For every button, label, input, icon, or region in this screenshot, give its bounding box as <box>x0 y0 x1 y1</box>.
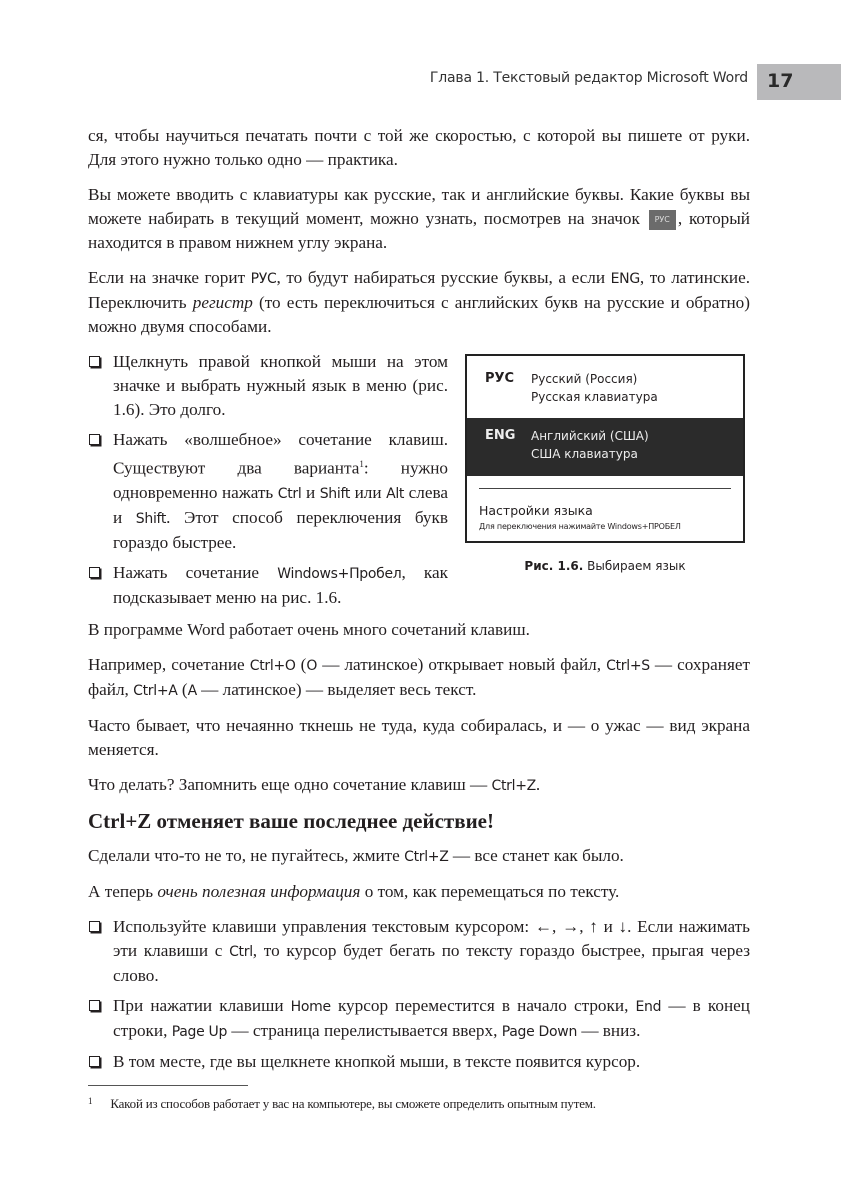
text: При нажатии клавиши <box>113 995 291 1015</box>
language-code: РУС <box>485 371 515 386</box>
language-code: ENG <box>485 428 516 443</box>
checkbox-bullet-icon <box>89 434 100 445</box>
footnote <box>88 1096 596 1112</box>
key-label: Ctrl <box>229 943 253 960</box>
text: — все станет как было. <box>448 845 624 865</box>
text: — страница перелистывается вверх, <box>227 1020 502 1040</box>
text: — сохраняет файл, <box>88 654 750 699</box>
section-heading: Ctrl+Z отменяет ваше последнее действие! <box>88 808 494 833</box>
text: Например, сочетание <box>88 654 250 674</box>
checkbox-bullet-icon <box>89 1000 100 1011</box>
key-label: Home <box>290 998 331 1015</box>
checkbox-bullet-icon <box>89 567 100 578</box>
running-head: Глава 1. Текстовый редактор Microsoft Word <box>429 70 748 86</box>
figure-caption-label: Рис. 1.6. <box>524 559 584 573</box>
text: — латинское) открывает новый файл, <box>317 654 607 674</box>
list-item <box>88 1050 750 1074</box>
text: , то латинские. Переключить <box>88 268 750 312</box>
text: ( <box>295 654 307 674</box>
key-label: O <box>306 657 318 674</box>
text: Нажать сочетание <box>113 562 278 582</box>
language-settings-title: Настройки языка <box>479 503 593 518</box>
list-item <box>88 561 448 610</box>
key-label: Page Up <box>171 1023 228 1040</box>
key-label: Ctrl+A <box>133 682 178 699</box>
footnote-text: Какой из способов работает у вас на компьютере, вы сможете определить опытным путем. <box>110 1096 596 1111</box>
key-label: Shift <box>135 510 167 527</box>
list-item <box>88 915 750 988</box>
keyboard-name: США клавиатура <box>531 447 638 461</box>
page-body <box>88 124 750 1082</box>
footnote-number: 1 <box>88 1096 93 1106</box>
key-label: A <box>187 682 197 699</box>
key-label: Ctrl+O <box>249 657 296 674</box>
page-number: 17 <box>767 70 794 92</box>
text: , как подсказывает меню на рис. 1.6. <box>113 562 449 607</box>
text: , то курсор будет бегать по тексту гораздо быстрее, прыгая через слово. <box>113 940 750 985</box>
checkbox-bullet-icon <box>89 356 100 367</box>
key-label: Windows+Пробел <box>277 565 402 582</box>
page-number-box <box>757 64 841 100</box>
text: . <box>535 774 541 794</box>
key-label: Alt <box>386 485 405 502</box>
language-name: Английский (США) <box>531 429 649 443</box>
key-label: Ctrl <box>277 485 302 502</box>
footnote-ref[interactable]: 1 <box>359 459 364 469</box>
checkbox-bullet-icon <box>89 921 100 932</box>
text: слева и <box>113 482 448 527</box>
key-label: Ctrl+S <box>606 657 650 674</box>
paragraph <box>88 773 750 798</box>
text: Нажать «волшебное» сочетание клавиш. Существуют два варианта <box>113 430 448 478</box>
text: Используйте клавиши управления текстовым курсором: ←, →, ↑ и ↓. Если нажимать эти клавиши с <box>113 916 750 960</box>
text: Что делать? Запомнить еще одно сочетание клавиш — <box>88 774 492 794</box>
text: Сделали что-то не то, не пугайтесь, жмите <box>88 845 405 865</box>
paragraph: ся, чтобы научиться печатать почти с той же скоростью, с которой вы пишете от руки. Для этого нужно только одно — практика. <box>88 126 750 169</box>
paragraph <box>88 880 750 904</box>
paragraph: Часто бывает, что нечаянно ткнешь не туда, куда собиралась, и — о ужас — вид экрана меняется. <box>88 715 750 759</box>
text: Вы можете вводить с клавиатуры как русские, так и английские буквы. Какие буквы вы можете набирать в текущий момент, можно узнать, посмотрев на значок <box>88 185 750 228</box>
text: (то есть переключиться с английских букв на русские и обратно) можно двумя способами. <box>88 293 750 336</box>
paragraph <box>88 653 750 703</box>
key-label: Shift <box>319 485 351 502</box>
paragraph: В программе Word работает очень много сочетаний клавиш. <box>88 619 530 639</box>
figure-caption-text: Выбираем язык <box>583 559 686 573</box>
footnote-rule <box>88 1085 248 1086</box>
paragraph <box>88 266 750 339</box>
text: Если на значке горит <box>88 268 251 287</box>
text: Щелкнуть правой кнопкой мыши на этом значке и выбрать нужный язык в меню (рис. 1.6). Это долго. <box>113 352 448 419</box>
keyboard-name: Русская клавиатура <box>531 390 658 404</box>
language-indicator-icon: РУС <box>649 210 676 230</box>
checkbox-bullet-icon <box>89 1056 100 1067</box>
text: и <box>301 482 320 502</box>
language-settings-hint: Для переключения нажимайте Windows+ПРОБЕЛ <box>479 522 681 531</box>
key-label: РУС <box>250 271 277 287</box>
key-label: End <box>635 998 662 1015</box>
text: — вниз. <box>577 1020 641 1040</box>
list-item <box>88 350 448 422</box>
language-name: Русский (Россия) <box>531 372 638 386</box>
key-label: Page Down <box>501 1023 578 1040</box>
text: , то будут набираться русские буквы, а если <box>276 268 611 287</box>
text: — в конец строки, <box>113 995 750 1040</box>
text: или <box>350 482 387 502</box>
navigation-tips-list <box>88 915 750 1074</box>
text: В том месте, где вы щелкнете кнопкой мыши, в тексте появится курсор. <box>113 1051 641 1071</box>
text: . Этот способ переключения букв гораздо быстрее. <box>113 507 448 552</box>
text: , который находится в правом нижнем углу экрана. <box>88 209 750 252</box>
key-label: ENG <box>610 271 640 287</box>
emphasis: очень полезная информация <box>157 881 361 901</box>
text: курсор переместится в начало строки, <box>330 995 636 1015</box>
text: — латинское) — выделяет весь текст. <box>196 679 477 699</box>
switch-methods-list <box>88 350 448 610</box>
paragraph <box>88 183 750 255</box>
paragraph <box>88 844 750 869</box>
text: о том, как перемещаться по тексту. <box>360 881 620 901</box>
text: : нужно одновременно нажать <box>113 458 448 502</box>
text: А теперь <box>88 881 158 901</box>
key-label: Ctrl+Z <box>491 777 536 794</box>
key-label: Ctrl+Z <box>404 848 449 865</box>
list-item <box>88 428 448 555</box>
emphasis: регистр <box>192 293 253 312</box>
text: ( <box>177 679 188 699</box>
list-item <box>88 994 750 1044</box>
